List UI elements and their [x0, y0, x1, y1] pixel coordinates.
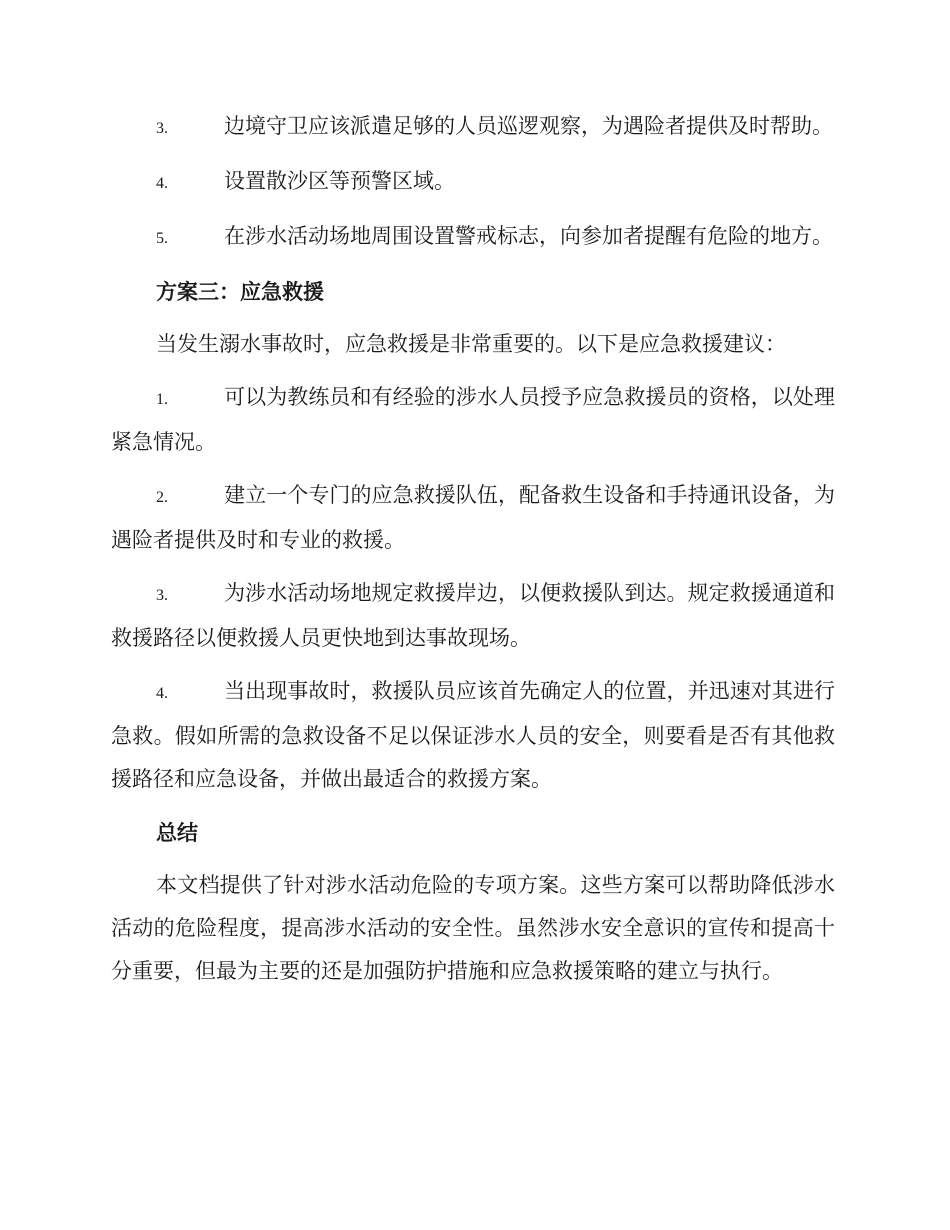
list-number: 4.	[156, 175, 168, 192]
list-text: 设置散沙区等预警区域。	[224, 169, 455, 193]
list-item	[111, 160, 835, 205]
list-number: 5.	[156, 230, 168, 247]
list-number: 1.	[156, 391, 168, 408]
list-item	[111, 105, 835, 150]
list-text: 建立一个专门的应急救援队伍，配备救生设备和手持通讯设备，为遇险者提供及时和专业的救援。	[111, 483, 835, 552]
list-number: 3.	[156, 587, 168, 604]
document-body	[111, 105, 835, 1003]
list-number: 3.	[156, 120, 168, 137]
list-item	[111, 572, 835, 660]
list-text: 可以为教练员和有经验的涉水人员授予应急救援员的资格，以处理紧急情况。	[111, 385, 835, 454]
section-intro: 当发生溺水事故时，应急救援是非常重要的。以下是应急救援建议：	[156, 332, 786, 356]
list-item	[111, 474, 835, 562]
list-item	[111, 215, 835, 260]
list-item	[111, 670, 835, 801]
list-text: 边境守卫应该派遣足够的人员巡逻观察，为遇险者提供及时帮助。	[224, 114, 833, 138]
list-item	[111, 376, 835, 464]
list-number: 4.	[156, 685, 168, 702]
summary-heading: 总结	[156, 820, 198, 845]
list-number: 2.	[156, 489, 168, 506]
summary-paragraph: 本文档提供了针对涉水活动危险的专项方案。这些方案可以帮助降低涉水活动的危险程度，提高涉水活动的安全性。虽然涉水安全意识的宣传和提高十分重要，但最为主要的还是加强防护措施和应急救援策略的建立与执行。	[111, 873, 835, 983]
list-text: 为涉水活动场地规定救援岸边，以便救援队到达。规定救援通道和救援路径以便救援人员更快地到达事故现场。	[111, 581, 835, 650]
section-heading: 方案三：应急救援	[156, 279, 324, 304]
list-text: 在涉水活动场地周围设置警戒标志，向参加者提醒有危险的地方。	[224, 224, 833, 248]
list-text: 当出现事故时，救援队员应该首先确定人的位置，并迅速对其进行急救。假如所需的急救设备不足以保证涉水人员的安全，则要看是否有其他救援路径和应急设备，并做出最适合的救援方案。	[111, 679, 835, 791]
